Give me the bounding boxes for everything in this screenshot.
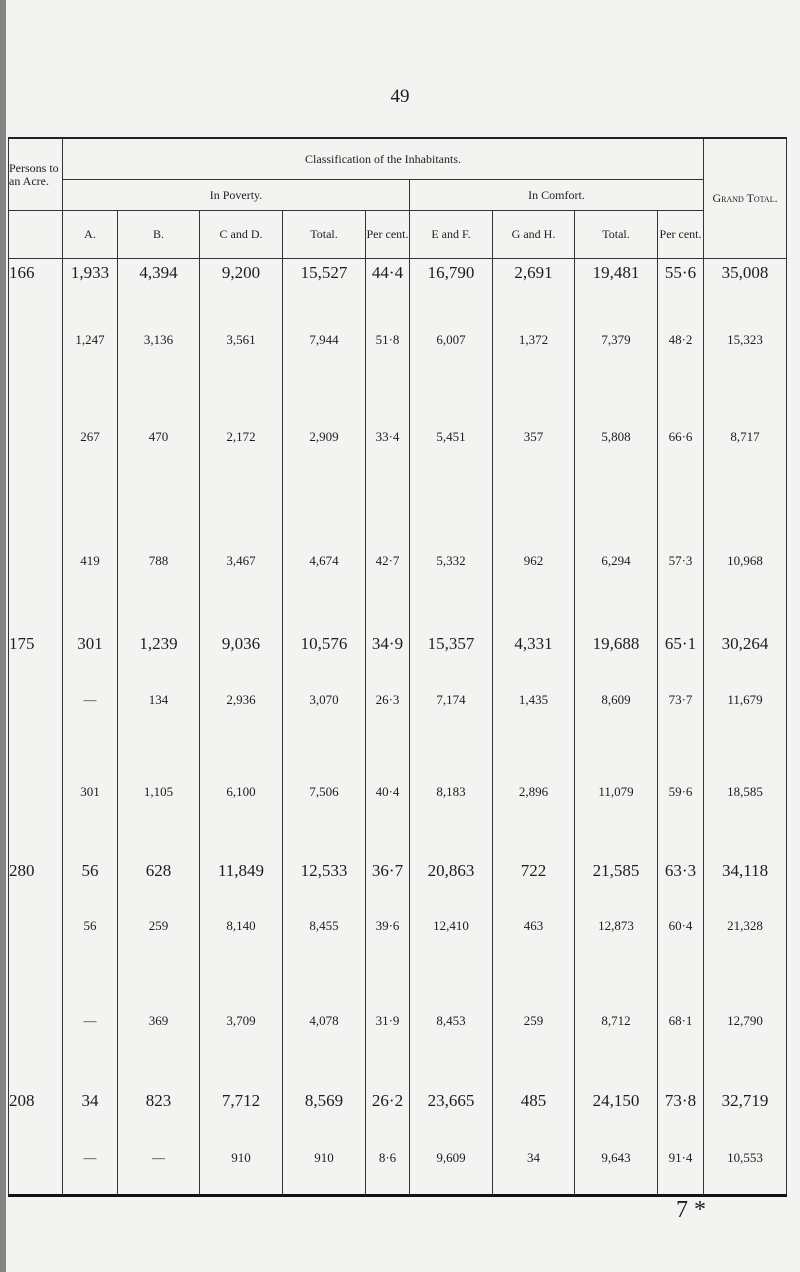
data-cell: 259	[118, 891, 200, 960]
persons-per-acre-cell	[9, 305, 63, 374]
table-row-sub	[9, 734, 787, 849]
table-row-sub	[9, 961, 787, 1081]
data-cell: 26·2	[366, 1081, 410, 1123]
column-header: Total.	[575, 211, 658, 259]
data-cell: 5,451	[410, 374, 493, 499]
data-cell: 910	[283, 1122, 366, 1195]
data-cell: 56	[63, 850, 118, 892]
column-header: Per cent.	[658, 211, 704, 259]
data-cell: —	[63, 665, 118, 734]
data-cell: —	[63, 961, 118, 1081]
grand-total-header: Grand Total.	[704, 138, 787, 259]
data-cell: 65·1	[658, 624, 704, 666]
data-cell: 3,709	[200, 961, 283, 1081]
data-cell: 7,379	[575, 305, 658, 374]
data-cell: 6,007	[410, 305, 493, 374]
data-cell: 91·4	[658, 1122, 704, 1195]
data-cell: 962	[493, 499, 575, 624]
data-cell: 7,712	[200, 1081, 283, 1123]
data-cell: 7,944	[283, 305, 366, 374]
data-cell: 722	[493, 850, 575, 892]
persons-header-spacer	[9, 211, 63, 259]
data-cell: 7,506	[283, 734, 366, 849]
data-cell: 42·7	[366, 499, 410, 624]
data-cell: 33·4	[366, 374, 410, 499]
data-cell: 9,036	[200, 624, 283, 666]
data-cell: 8,569	[283, 1081, 366, 1123]
data-cell: 2,909	[283, 374, 366, 499]
data-cell: 11,079	[575, 734, 658, 849]
data-cell: 30,264	[704, 624, 787, 666]
data-cell: 35,008	[704, 259, 787, 306]
persons-per-acre-cell: 208	[9, 1081, 63, 1123]
data-cell: 34	[493, 1122, 575, 1195]
data-cell: 823	[118, 1081, 200, 1123]
persons-per-acre-cell	[9, 374, 63, 499]
data-cell: 63·3	[658, 850, 704, 892]
data-cell: 24,150	[575, 1081, 658, 1123]
header-row-2	[9, 180, 787, 211]
data-cell: 134	[118, 665, 200, 734]
data-cell: 788	[118, 499, 200, 624]
persons-per-acre-cell: 280	[9, 850, 63, 892]
data-cell: 31·9	[366, 961, 410, 1081]
data-cell: 3,467	[200, 499, 283, 624]
data-cell: 5,808	[575, 374, 658, 499]
column-header: C and D.	[200, 211, 283, 259]
binding-edge	[0, 0, 6, 1272]
data-cell: —	[63, 1122, 118, 1195]
data-cell: 16,790	[410, 259, 493, 306]
data-cell: 2,172	[200, 374, 283, 499]
table-row-sub	[9, 499, 787, 624]
persons-per-acre-cell	[9, 891, 63, 960]
column-header: Total.	[283, 211, 366, 259]
table-row-major	[9, 624, 787, 666]
table-row-sub	[9, 891, 787, 960]
data-cell: 8·6	[366, 1122, 410, 1195]
persons-per-acre-cell	[9, 961, 63, 1081]
data-cell: 1,372	[493, 305, 575, 374]
data-cell: 6,100	[200, 734, 283, 849]
column-header: G and H.	[493, 211, 575, 259]
data-cell: 11,849	[200, 850, 283, 892]
data-cell: 55·6	[658, 259, 704, 306]
data-cell: 2,936	[200, 665, 283, 734]
data-cell: 8,183	[410, 734, 493, 849]
data-cell: 4,331	[493, 624, 575, 666]
persons-per-acre-header: Persons to an Acre.	[9, 138, 63, 211]
data-cell: 470	[118, 374, 200, 499]
data-cell: 15,357	[410, 624, 493, 666]
data-cell: 20,863	[410, 850, 493, 892]
table-row-sub	[9, 305, 787, 374]
header-row-3	[9, 211, 787, 259]
data-cell: 4,078	[283, 961, 366, 1081]
data-cell: 1,435	[493, 665, 575, 734]
table-row-major	[9, 259, 787, 306]
data-cell: 15,527	[283, 259, 366, 306]
data-cell: 12,533	[283, 850, 366, 892]
data-cell: 44·4	[366, 259, 410, 306]
data-cell: 9,609	[410, 1122, 493, 1195]
table-row-major	[9, 850, 787, 892]
data-cell: 10,576	[283, 624, 366, 666]
data-cell: 419	[63, 499, 118, 624]
data-cell: 463	[493, 891, 575, 960]
data-cell: 2,896	[493, 734, 575, 849]
in-comfort-header: In Comfort.	[410, 180, 704, 211]
data-cell: 56	[63, 891, 118, 960]
data-cell: 3,561	[200, 305, 283, 374]
data-cell: 34	[63, 1081, 118, 1123]
table-row-sub	[9, 665, 787, 734]
footer-mark: 7 *	[676, 1197, 706, 1223]
data-cell: 12,410	[410, 891, 493, 960]
data-cell: 357	[493, 374, 575, 499]
data-cell: 34,118	[704, 850, 787, 892]
data-cell: 8,712	[575, 961, 658, 1081]
data-cell: 26·3	[366, 665, 410, 734]
data-cell: 910	[200, 1122, 283, 1195]
data-cell: 485	[493, 1081, 575, 1123]
data-cell: 8,717	[704, 374, 787, 499]
data-cell: 8,140	[200, 891, 283, 960]
data-cell: 19,688	[575, 624, 658, 666]
header-row-1	[9, 138, 787, 180]
data-cell: 1,239	[118, 624, 200, 666]
in-poverty-header: In Poverty.	[63, 180, 410, 211]
data-cell: 48·2	[658, 305, 704, 374]
persons-per-acre-cell	[9, 665, 63, 734]
column-header: E and F.	[410, 211, 493, 259]
data-cell: 301	[63, 734, 118, 849]
data-cell: 369	[118, 961, 200, 1081]
data-cell: 301	[63, 624, 118, 666]
data-cell: 40·4	[366, 734, 410, 849]
data-cell: 628	[118, 850, 200, 892]
data-cell: 23,665	[410, 1081, 493, 1123]
table-row-sub	[9, 1122, 787, 1195]
data-cell: 1,247	[63, 305, 118, 374]
data-cell: 18,585	[704, 734, 787, 849]
persons-per-acre-cell: 166	[9, 259, 63, 306]
data-cell: 10,968	[704, 499, 787, 624]
data-cell: 10,553	[704, 1122, 787, 1195]
data-cell: 68·1	[658, 961, 704, 1081]
data-cell: 57·3	[658, 499, 704, 624]
data-cell: 36·7	[366, 850, 410, 892]
table-row-major	[9, 1081, 787, 1123]
data-cell: 9,200	[200, 259, 283, 306]
data-cell: 12,790	[704, 961, 787, 1081]
column-header: Per cent.	[366, 211, 410, 259]
table-row-sub	[9, 374, 787, 499]
classification-header: Classification of the Inhabitants.	[63, 138, 704, 180]
data-cell: 7,174	[410, 665, 493, 734]
persons-per-acre-cell	[9, 499, 63, 624]
data-cell: 66·6	[658, 374, 704, 499]
data-cell: 1,105	[118, 734, 200, 849]
data-cell: 60·4	[658, 891, 704, 960]
data-cell: 1,933	[63, 259, 118, 306]
data-cell: 4,674	[283, 499, 366, 624]
data-cell: 8,609	[575, 665, 658, 734]
data-cell: 5,332	[410, 499, 493, 624]
table-body	[9, 259, 787, 1196]
data-cell: 39·6	[366, 891, 410, 960]
data-cell: 9,643	[575, 1122, 658, 1195]
data-cell: 34·9	[366, 624, 410, 666]
persons-per-acre-cell	[9, 734, 63, 849]
data-cell: 8,455	[283, 891, 366, 960]
classification-table	[8, 137, 787, 1197]
page-number: 49	[390, 86, 410, 107]
data-cell: 11,679	[704, 665, 787, 734]
data-cell: 8,453	[410, 961, 493, 1081]
data-cell: 4,394	[118, 259, 200, 306]
data-cell: —	[118, 1122, 200, 1195]
data-cell: 6,294	[575, 499, 658, 624]
data-cell: 15,323	[704, 305, 787, 374]
data-cell: 2,691	[493, 259, 575, 306]
data-cell: 267	[63, 374, 118, 499]
column-header: B.	[118, 211, 200, 259]
data-cell: 3,136	[118, 305, 200, 374]
data-cell: 21,328	[704, 891, 787, 960]
data-cell: 259	[493, 961, 575, 1081]
data-cell: 32,719	[704, 1081, 787, 1123]
data-cell: 73·7	[658, 665, 704, 734]
persons-per-acre-cell: 175	[9, 624, 63, 666]
data-cell: 3,070	[283, 665, 366, 734]
data-cell: 73·8	[658, 1081, 704, 1123]
persons-per-acre-cell	[9, 1122, 63, 1195]
data-cell: 12,873	[575, 891, 658, 960]
data-cell: 21,585	[575, 850, 658, 892]
data-cell: 19,481	[575, 259, 658, 306]
data-cell: 59·6	[658, 734, 704, 849]
data-cell: 51·8	[366, 305, 410, 374]
column-header: A.	[63, 211, 118, 259]
